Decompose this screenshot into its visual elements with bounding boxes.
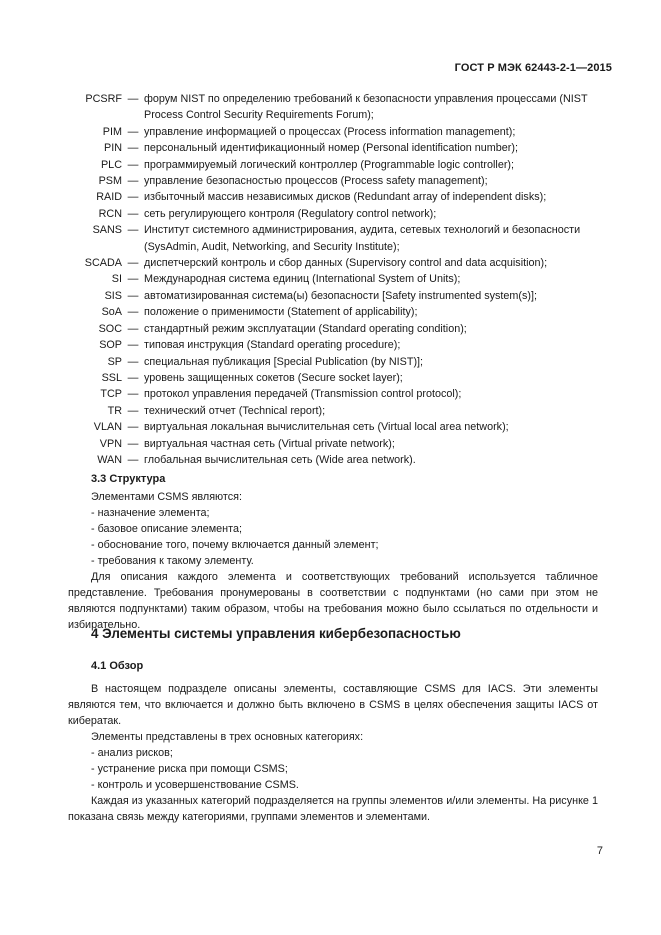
abbreviation-dash: — bbox=[127, 142, 139, 155]
abbreviation-definition: стандартный режим эксплуатации (Standard operating condition); bbox=[144, 322, 467, 335]
list-item: - базовое описание элемента; bbox=[91, 523, 242, 535]
section-4-1-paragraph-1: В настоящем подразделе описаны элементы, составляющие CSMS для IACS. Эти элементы являются тем, что включается и должно быть включено в CSMS в целях обеспечения защиты IACS от кибератак. bbox=[68, 683, 598, 727]
list-item: - контроль и усовершенствование CSMS. bbox=[91, 779, 299, 791]
abbreviation-dash: — bbox=[127, 125, 139, 138]
abbreviation-row bbox=[54, 403, 614, 419]
abbreviation-term: RAID bbox=[96, 191, 122, 204]
abbreviation-definition: форум NIST по определению требований к безопасности управления процессами (NIST Process Control Security Requirements Forum); bbox=[144, 93, 588, 122]
abbreviation-definition: специальная публикация [Special Publication (by NIST)]; bbox=[144, 355, 424, 368]
abbreviation-row bbox=[54, 354, 614, 370]
abbreviation-dash: — bbox=[127, 289, 139, 302]
abbreviation-list bbox=[54, 91, 614, 468]
abbreviation-row bbox=[54, 91, 614, 124]
abbreviation-definition: персональный идентификационный номер (Personal identification number); bbox=[144, 142, 518, 155]
abbreviation-term: PLC bbox=[100, 158, 122, 171]
abbreviation-definition: Институт системного администрирования, аудита, сетевых технологий и безопасности (SysAdmin, Audit, Networking, and Security Institute); bbox=[144, 224, 581, 253]
abbreviation-row bbox=[54, 222, 614, 255]
abbreviation-term: SSL bbox=[101, 371, 122, 384]
abbreviation-definition: технический отчет (Technical report); bbox=[144, 404, 326, 417]
section-4-1-paragraph-3: Каждая из указанных категорий подразделяется на группы элементов и/или элементы. На рисунке 1 показана связь между категориями, группами элементов и элементами. bbox=[68, 795, 598, 823]
abbreviation-definition: положение о применимости (Statement of applicability); bbox=[144, 306, 418, 319]
abbreviation-dash: — bbox=[127, 273, 139, 286]
abbreviation-definition: типовая инструкция (Standard operating procedure); bbox=[144, 339, 401, 352]
abbreviation-term: PIN bbox=[104, 142, 122, 155]
abbreviation-dash: — bbox=[127, 257, 139, 270]
abbreviation-dash: — bbox=[127, 224, 139, 237]
abbreviation-row bbox=[54, 419, 614, 435]
abbreviation-row bbox=[54, 386, 614, 402]
abbreviation-row bbox=[54, 206, 614, 222]
abbreviation-dash: — bbox=[127, 322, 139, 335]
abbreviation-row bbox=[54, 271, 614, 287]
list-item: - устранение риска при помощи CSMS; bbox=[91, 763, 288, 775]
abbreviation-term: RCN bbox=[98, 207, 122, 220]
abbreviation-row bbox=[54, 157, 614, 173]
abbreviation-row bbox=[54, 173, 614, 189]
section-3-3-paragraph: Для описания каждого элемента и соответствующих требований используется табличное представление. Требования пронумерованы в соответствии с подпунктами (но сами при этом не являются подпунктами) таким образом, чтобы на требования можно было ссылаться по отдельности и избирательно. bbox=[68, 571, 598, 631]
abbreviation-term: SoA bbox=[101, 306, 122, 319]
abbreviation-dash: — bbox=[127, 306, 139, 319]
section-4-1-heading: 4.1 Обзор bbox=[91, 660, 144, 672]
standard-header: ГОСТ Р МЭК 62443-2-1—2015 bbox=[454, 62, 612, 74]
list-item: - назначение элемента; bbox=[91, 507, 210, 519]
section-3-3-intro: Элементами CSMS являются: bbox=[91, 491, 242, 503]
abbreviation-definition: управление информацией о процессах (Process information management); bbox=[144, 125, 516, 138]
section-4-heading: 4 Элементы системы управления кибербезопасностью bbox=[91, 626, 461, 641]
abbreviation-dash: — bbox=[127, 191, 139, 204]
abbreviation-definition: избыточный массив независимых дисков (Redundant array of independent disks); bbox=[144, 191, 547, 204]
abbreviation-term: PCSRF bbox=[85, 93, 122, 105]
list-item: - анализ рисков; bbox=[91, 747, 173, 759]
abbreviation-definition: виртуальная частная сеть (Virtual private network); bbox=[144, 437, 395, 450]
abbreviation-row bbox=[54, 337, 614, 353]
abbreviation-term: PIM bbox=[102, 125, 122, 138]
abbreviation-term: SI bbox=[111, 273, 122, 286]
abbreviation-term: SANS bbox=[92, 224, 122, 237]
abbreviation-dash: — bbox=[127, 437, 139, 450]
abbreviation-term: SCADA bbox=[84, 257, 122, 270]
abbreviation-row bbox=[54, 321, 614, 337]
abbreviation-dash: — bbox=[127, 355, 139, 368]
abbreviation-row bbox=[54, 304, 614, 320]
abbreviation-term: PSM bbox=[98, 175, 122, 188]
abbreviation-definition: программируемый логический контроллер (Programmable logic controller); bbox=[144, 158, 515, 171]
abbreviation-dash: — bbox=[127, 421, 139, 434]
abbreviation-term: WAN bbox=[97, 453, 122, 466]
abbreviation-definition: уровень защищенных сокетов (Secure socket layer); bbox=[144, 371, 403, 384]
abbreviation-definition: глобальная вычислительная сеть (Wide area network). bbox=[144, 453, 416, 466]
abbreviation-definition: диспетчерский контроль и сбор данных (Supervisory control and data acquisition); bbox=[144, 257, 548, 270]
abbreviation-row bbox=[54, 189, 614, 205]
abbreviation-dash: — bbox=[127, 158, 139, 171]
section-4-1-body bbox=[68, 681, 598, 825]
abbreviation-dash: — bbox=[127, 371, 139, 384]
abbreviation-dash: — bbox=[127, 339, 139, 352]
abbreviation-definition: управление безопасностью процессов (Process safety management); bbox=[144, 175, 488, 188]
abbreviation-row bbox=[54, 255, 614, 271]
abbreviation-definition: Международная система единиц (International System of Units); bbox=[144, 273, 461, 286]
abbreviation-dash: — bbox=[127, 175, 139, 188]
list-item: - требования к такому элементу. bbox=[91, 555, 254, 567]
abbreviation-term: SP bbox=[107, 355, 122, 368]
abbreviation-definition: сеть регулирующего контроля (Regulatory control network); bbox=[144, 207, 437, 220]
abbreviation-dash: — bbox=[127, 404, 139, 417]
abbreviation-definition: виртуальная локальная вычислительная сеть (Virtual local area network); bbox=[144, 421, 509, 434]
abbreviation-row bbox=[54, 370, 614, 386]
abbreviation-dash: — bbox=[127, 207, 139, 220]
abbreviation-term: SOC bbox=[98, 322, 122, 335]
abbreviation-dash: — bbox=[127, 453, 139, 466]
abbreviation-term: TR bbox=[107, 404, 122, 417]
abbreviation-term: TCP bbox=[100, 388, 122, 401]
abbreviation-definition: автоматизированная система(ы) безопасности [Safety instrumented system(s)]; bbox=[144, 289, 537, 302]
abbreviation-row bbox=[54, 140, 614, 156]
list-item: - обоснование того, почему включается данный элемент; bbox=[91, 539, 379, 551]
abbreviation-row bbox=[54, 436, 614, 452]
page-number: 7 bbox=[596, 845, 603, 857]
abbreviation-row bbox=[54, 452, 614, 468]
section-3-3-body bbox=[68, 489, 598, 633]
abbreviation-term: SOP bbox=[99, 339, 122, 352]
abbreviation-term: VPN bbox=[99, 437, 122, 450]
abbreviation-row bbox=[54, 124, 614, 140]
abbreviation-definition: протокол управления передачей (Transmission control protocol); bbox=[144, 388, 462, 401]
section-3-3-heading: 3.3 Структура bbox=[91, 473, 166, 485]
section-4-1-paragraph-2: Элементы представлены в трех основных категориях: bbox=[91, 731, 364, 743]
abbreviation-term: SIS bbox=[104, 289, 122, 302]
abbreviation-dash: — bbox=[127, 388, 139, 401]
abbreviation-term: VLAN bbox=[93, 421, 122, 434]
abbreviation-dash: — bbox=[127, 93, 139, 105]
abbreviation-row bbox=[54, 288, 614, 304]
